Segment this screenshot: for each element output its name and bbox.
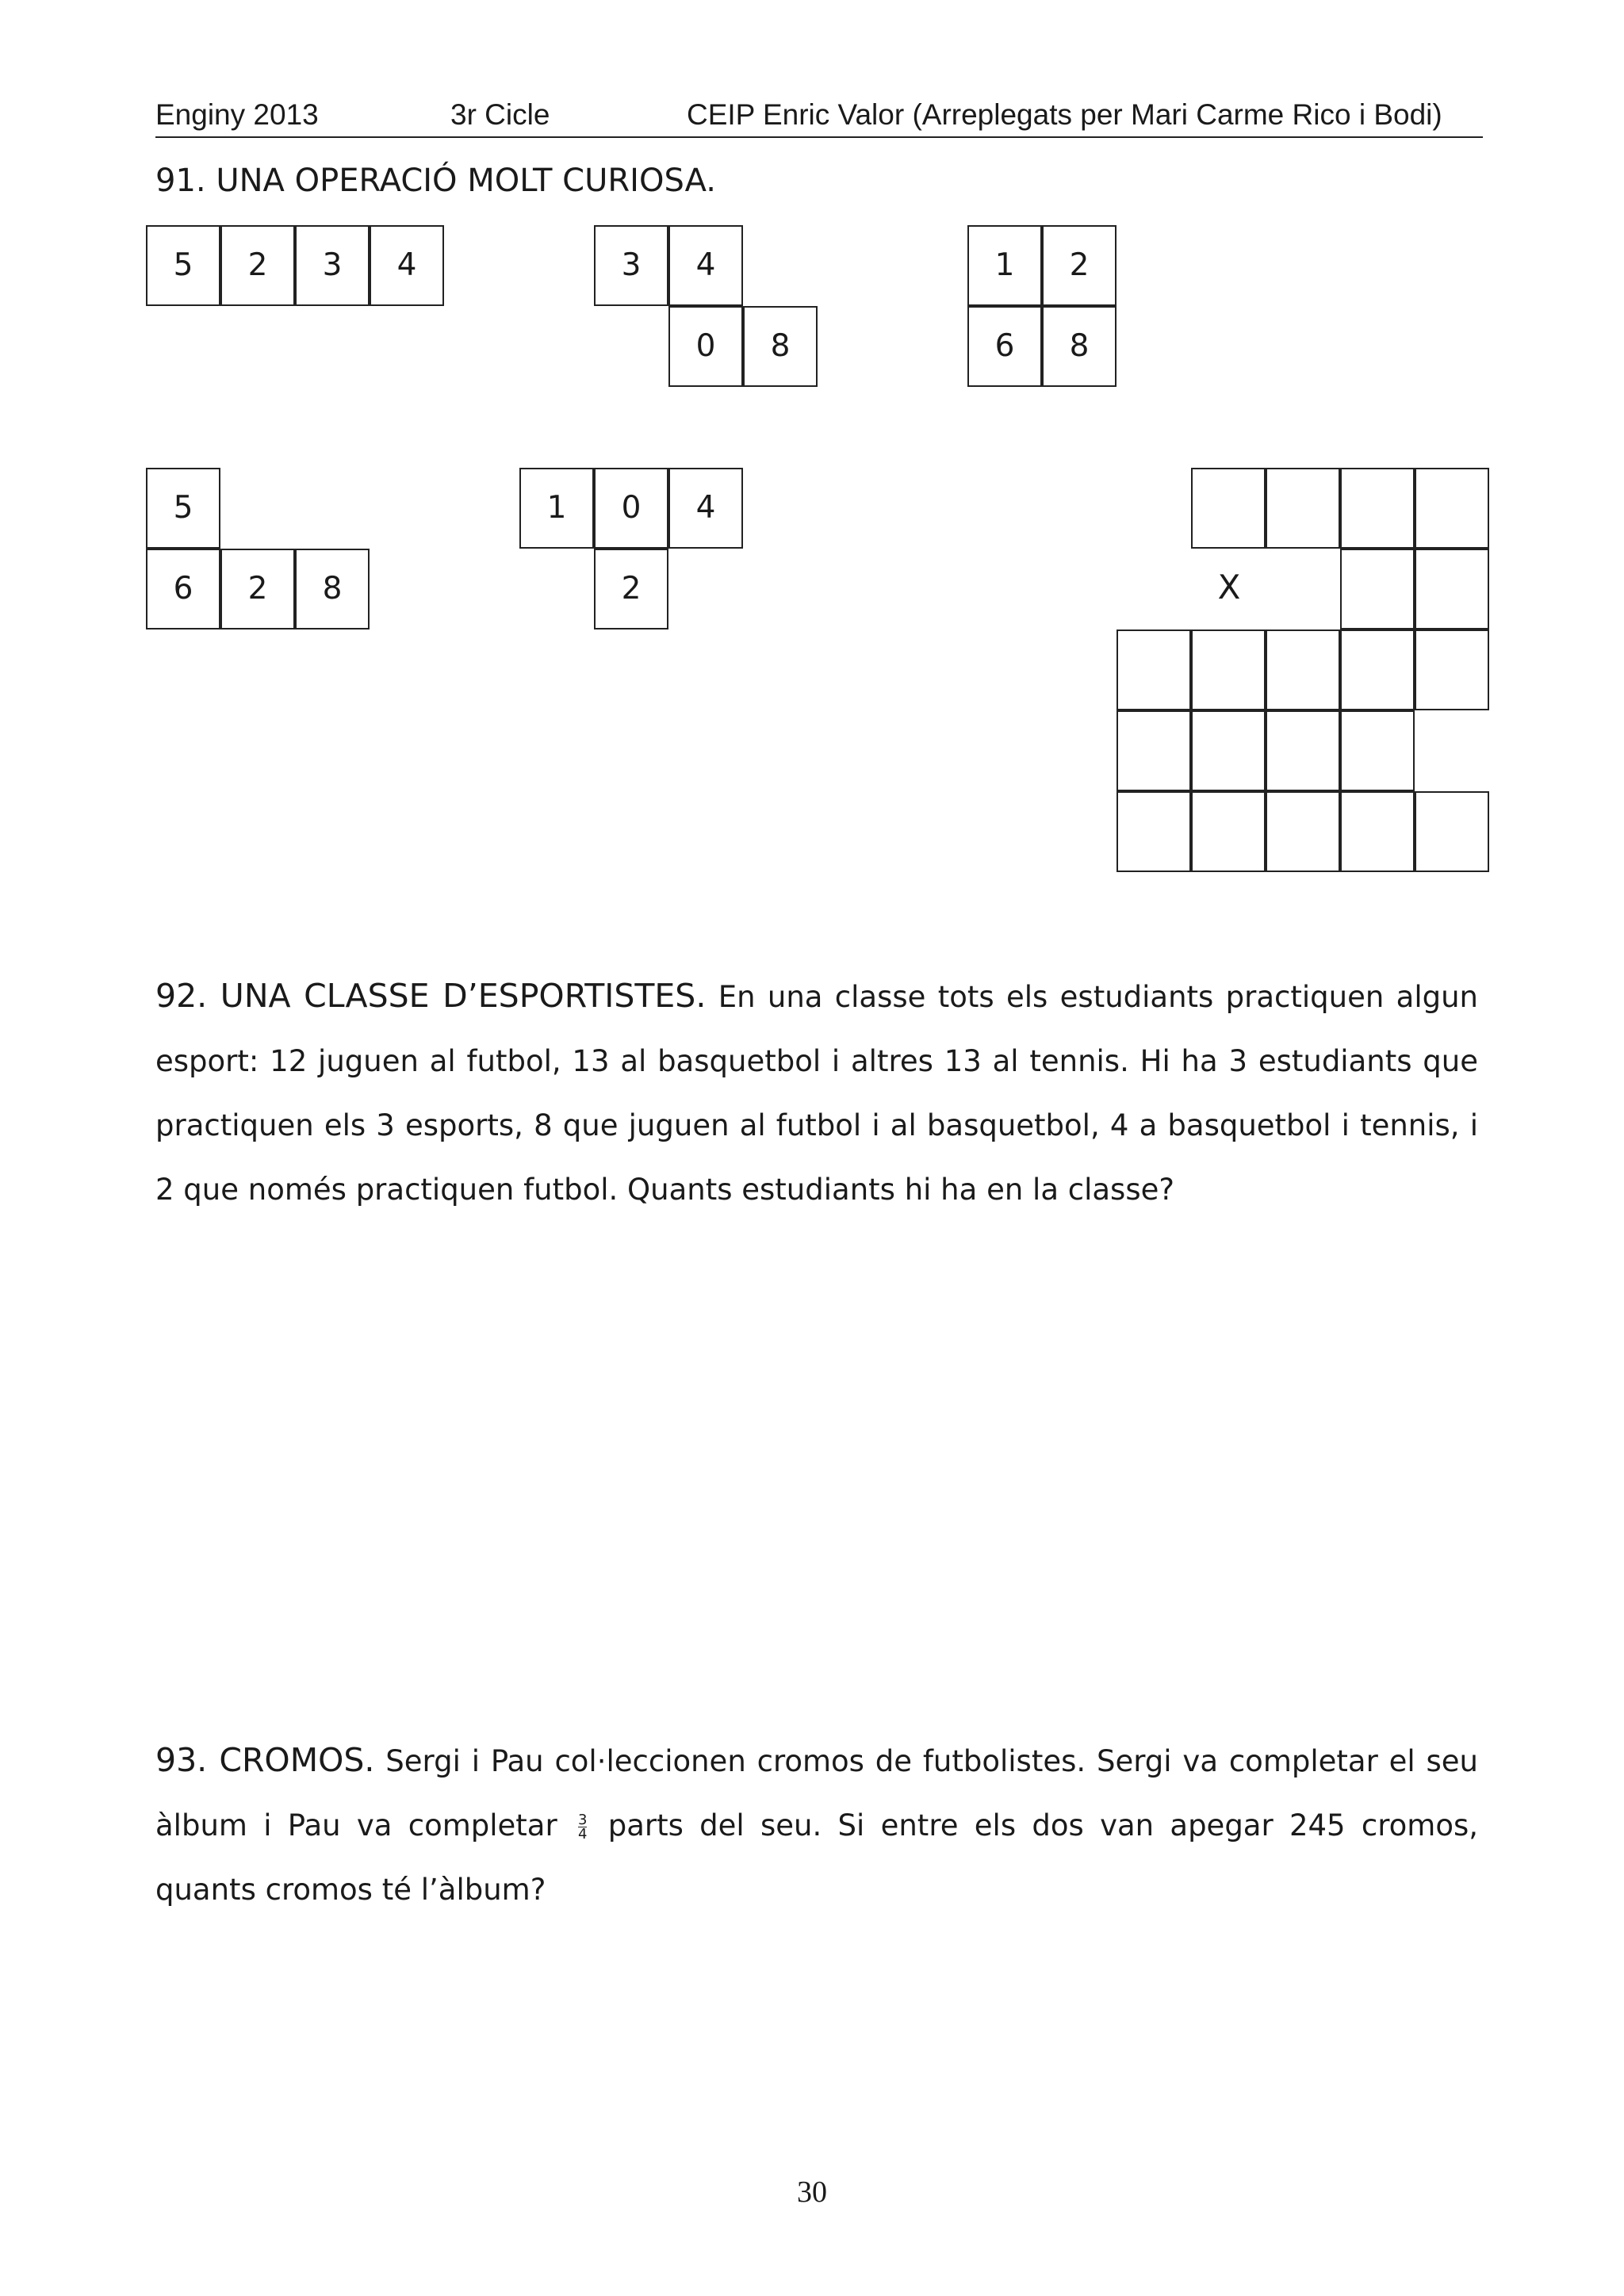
digit-box [1191,791,1266,872]
digit-box: 3 [594,225,668,306]
digit-box [1191,468,1266,549]
header-middle: 3r Cicle [450,98,550,131]
page-number: 30 [797,2175,827,2209]
multiplication-sign: X [1217,568,1241,607]
digit-box [1191,629,1266,710]
digit-box [1266,468,1340,549]
problem-92 [155,964,1478,1222]
digit-box [1266,791,1340,872]
digit-box [1340,629,1415,710]
digit-box [1116,791,1191,872]
digit-box: 5 [146,468,220,549]
problem-92-title: 92. UNA CLASSE D’ESPORTISTES. [155,977,707,1015]
digit-box [1191,710,1266,791]
digit-box [1266,710,1340,791]
digit-box: 4 [668,225,743,306]
digit-box [1266,629,1340,710]
digit-box [1415,468,1489,549]
digit-box: 2 [594,549,668,629]
digit-box: 4 [370,225,444,306]
digit-box: 2 [1042,225,1116,306]
digit-box: 5 [146,225,220,306]
digit-box [1340,710,1415,791]
page-header [155,94,1483,138]
digit-box: 4 [668,468,743,549]
problem-92-text: En una classe tots els estudiants practiquen algun esport: 12 juguen al futbol, 13 al basquetbol i altres 13 al tennis. Hi ha 3 estudiants que practiquen els 3 esports, 8 que juguen al futbol i al basquetbol, 4 a basquetbol i tennis, i 2 que només practiquen futbol. Quants estudiants hi ha en la classe? [155,980,1478,1207]
digit-box [1340,791,1415,872]
digit-box [1116,710,1191,791]
problem-93-text-before: Sergi i Pau col·leccionen cromos de futbolistes. Sergi va completar el seu àlbum i Pau va completar [155,1744,1479,1843]
digit-box: 1 [967,225,1042,306]
digit-box: 2 [220,549,295,629]
problem-91-title: 91. UNA OPERACIÓ MOLT CURIOSA. [155,163,716,199]
digit-box [1340,468,1415,549]
digit-box: 0 [668,306,743,387]
digit-box: 8 [295,549,370,629]
digit-box: 6 [146,549,220,629]
header-right: CEIP Enric Valor (Arreplegats per Mari Carme Rico i Bodi) [687,98,1442,131]
problem-93 [155,1728,1478,1922]
fraction-numerator: 3 [577,1812,588,1828]
digit-box: 8 [743,306,818,387]
fraction-three-quarters [578,1813,587,1841]
digit-box: 3 [295,225,370,306]
digit-box: 2 [220,225,295,306]
digit-box: 6 [967,306,1042,387]
digit-box [1415,629,1489,710]
fraction-denominator: 4 [577,1826,588,1843]
digit-box: 8 [1042,306,1116,387]
problem-93-title: 93. CROMOS. [155,1741,375,1779]
problem-93-text-after: parts del seu. Si entre els dos van apegar 245 cromos, quants cromos té l’àlbum? [155,1808,1478,1907]
digit-box [1116,629,1191,710]
digit-box [1415,791,1489,872]
header-left: Enginy 2013 [155,98,319,131]
digit-box [1415,549,1489,629]
digit-box: 1 [519,468,594,549]
digit-box: 0 [594,468,668,549]
digit-box [1340,549,1415,629]
